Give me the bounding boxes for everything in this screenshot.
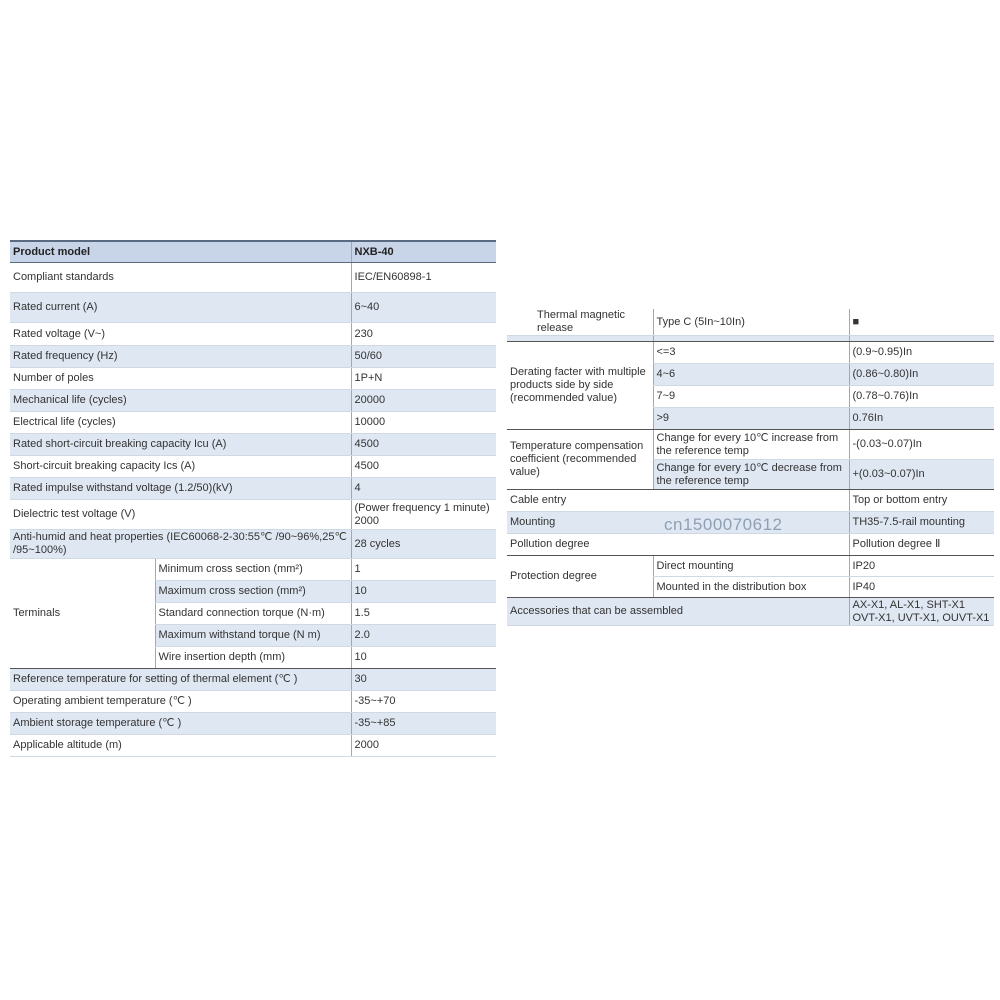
row-label: Rated short-circuit breaking capacity Icu (A) (10, 434, 351, 456)
table-row (10, 346, 496, 368)
row-label: Number of poles (10, 368, 351, 390)
table-row (10, 559, 496, 581)
row-value: -35~+85 (351, 713, 496, 735)
row-value: 10000 (351, 412, 496, 434)
row-value: 1P+N (351, 368, 496, 390)
table-row (507, 556, 994, 577)
derating-value: (0.78~0.76)In (849, 386, 994, 408)
thermal-mark: ■ (849, 309, 994, 336)
mounting-value: TH35-7.5-rail mounting (849, 512, 994, 534)
sub-value: 10 (351, 581, 496, 603)
table-row (507, 490, 994, 512)
cable-entry-value: Top or bottom entry (849, 490, 994, 512)
derating-cond: 7~9 (653, 386, 849, 408)
table-row (10, 456, 496, 478)
table-row (10, 412, 496, 434)
row-value: 6~40 (351, 293, 496, 323)
row-label: Rated voltage (V~) (10, 323, 351, 346)
row-value: (Power frequency 1 minute) 2000 (351, 500, 496, 530)
mounting-label: Mounting (507, 512, 849, 534)
tempcomp-cond: Change for every 10℃ increase from the reference temp (653, 430, 849, 460)
derating-label: Derating facter with multiple products side by side (recommended value) (507, 342, 653, 430)
table-row (10, 691, 496, 713)
tempcomp-label: Temperature compensation coefficient (recommended value) (507, 430, 653, 490)
row-label: Compliant standards (10, 263, 351, 293)
row-value: 4500 (351, 456, 496, 478)
sub-label: Maximum withstand torque (N m) (155, 625, 351, 647)
row-value: 4500 (351, 434, 496, 456)
table-row (10, 669, 496, 691)
table-row (10, 390, 496, 412)
table-row (10, 478, 496, 500)
table-row (10, 368, 496, 390)
table-row (10, 434, 496, 456)
derating-cond: >9 (653, 408, 849, 430)
table-row (10, 323, 496, 346)
derating-cond: <=3 (653, 342, 849, 364)
table-row (507, 534, 994, 556)
table-header-row (10, 241, 496, 263)
row-value: -35~+70 (351, 691, 496, 713)
row-value: 30 (351, 669, 496, 691)
table-row (10, 293, 496, 323)
protection-value: IP40 (849, 577, 994, 598)
table-row (10, 530, 496, 559)
sub-label: Standard connection torque (N·m) (155, 603, 351, 625)
derating-value: (0.86~0.80)In (849, 364, 994, 386)
row-label: Short-circuit breaking capacity Ics (A) (10, 456, 351, 478)
accessories-value: AX-X1, AL-X1, SHT-X1 OVT-X1, UVT-X1, OUVT-X1 (849, 598, 994, 626)
row-label: Dielectric test voltage (V) (10, 500, 351, 530)
thermal-type: Type C (5In~10In) (653, 309, 849, 336)
accessories-label: Accessories that can be assembled (507, 598, 849, 626)
row-value: 28 cycles (351, 530, 496, 559)
row-label: Electrical life (cycles) (10, 412, 351, 434)
table-row (507, 430, 994, 460)
sub-value: 10 (351, 647, 496, 669)
row-label: Mechanical life (cycles) (10, 390, 351, 412)
protection-value: IP20 (849, 556, 994, 577)
tempcomp-value: +(0.03~0.07)In (849, 460, 994, 490)
spec-table-right (507, 309, 994, 626)
protection-label: Protection degree (507, 556, 653, 598)
sub-value: 1 (351, 559, 496, 581)
tempcomp-value: -(0.03~0.07)In (849, 430, 994, 460)
table-row (507, 309, 994, 336)
row-value: 230 (351, 323, 496, 346)
row-label: Rated frequency (Hz) (10, 346, 351, 368)
pollution-value: Pollution degree Ⅱ (849, 534, 994, 556)
row-label: Operating ambient temperature (℃ ) (10, 691, 351, 713)
row-value: 2000 (351, 735, 496, 757)
sub-label: Wire insertion depth (mm) (155, 647, 351, 669)
row-label: Anti-humid and heat properties (IEC60068-2-30:55℃ /90~96%,25℃ /95~100%) (10, 530, 351, 559)
row-label: Reference temperature for setting of thermal element (℃ ) (10, 669, 351, 691)
row-label: Rated impulse withstand voltage (1.2/50)(kV) (10, 478, 351, 500)
table-row (507, 342, 994, 364)
pollution-label: Pollution degree (507, 534, 849, 556)
protection-cond: Direct mounting (653, 556, 849, 577)
protection-cond: Mounted in the distribution box (653, 577, 849, 598)
cable-entry-label: Cable entry (507, 490, 849, 512)
header-value: NXB-40 (351, 241, 496, 263)
table-row (10, 713, 496, 735)
row-value: IEC/EN60898-1 (351, 263, 496, 293)
table-row (10, 263, 496, 293)
row-value: 4 (351, 478, 496, 500)
watermark-text: cn1500070612 (664, 515, 783, 534)
sub-value: 1.5 (351, 603, 496, 625)
spec-table-left (10, 240, 496, 757)
row-label: Applicable altitude (m) (10, 735, 351, 757)
row-value: 50/60 (351, 346, 496, 368)
row-value: 20000 (351, 390, 496, 412)
sub-label: Minimum cross section (mm²) (155, 559, 351, 581)
terminals-label: Terminals (10, 559, 155, 669)
table-row (507, 598, 994, 626)
sub-value: 2.0 (351, 625, 496, 647)
header-label: Product model (10, 241, 351, 263)
row-label: Rated current (A) (10, 293, 351, 323)
tempcomp-cond: Change for every 10℃ decrease from the reference temp (653, 460, 849, 490)
table-row (10, 500, 496, 530)
row-label: Ambient storage temperature (℃ ) (10, 713, 351, 735)
derating-cond: 4~6 (653, 364, 849, 386)
thermal-label: Thermal magnetic release (507, 309, 653, 336)
sub-label: Maximum cross section (mm²) (155, 581, 351, 603)
derating-value: 0.76In (849, 408, 994, 430)
table-row (10, 735, 496, 757)
derating-value: (0.9~0.95)In (849, 342, 994, 364)
